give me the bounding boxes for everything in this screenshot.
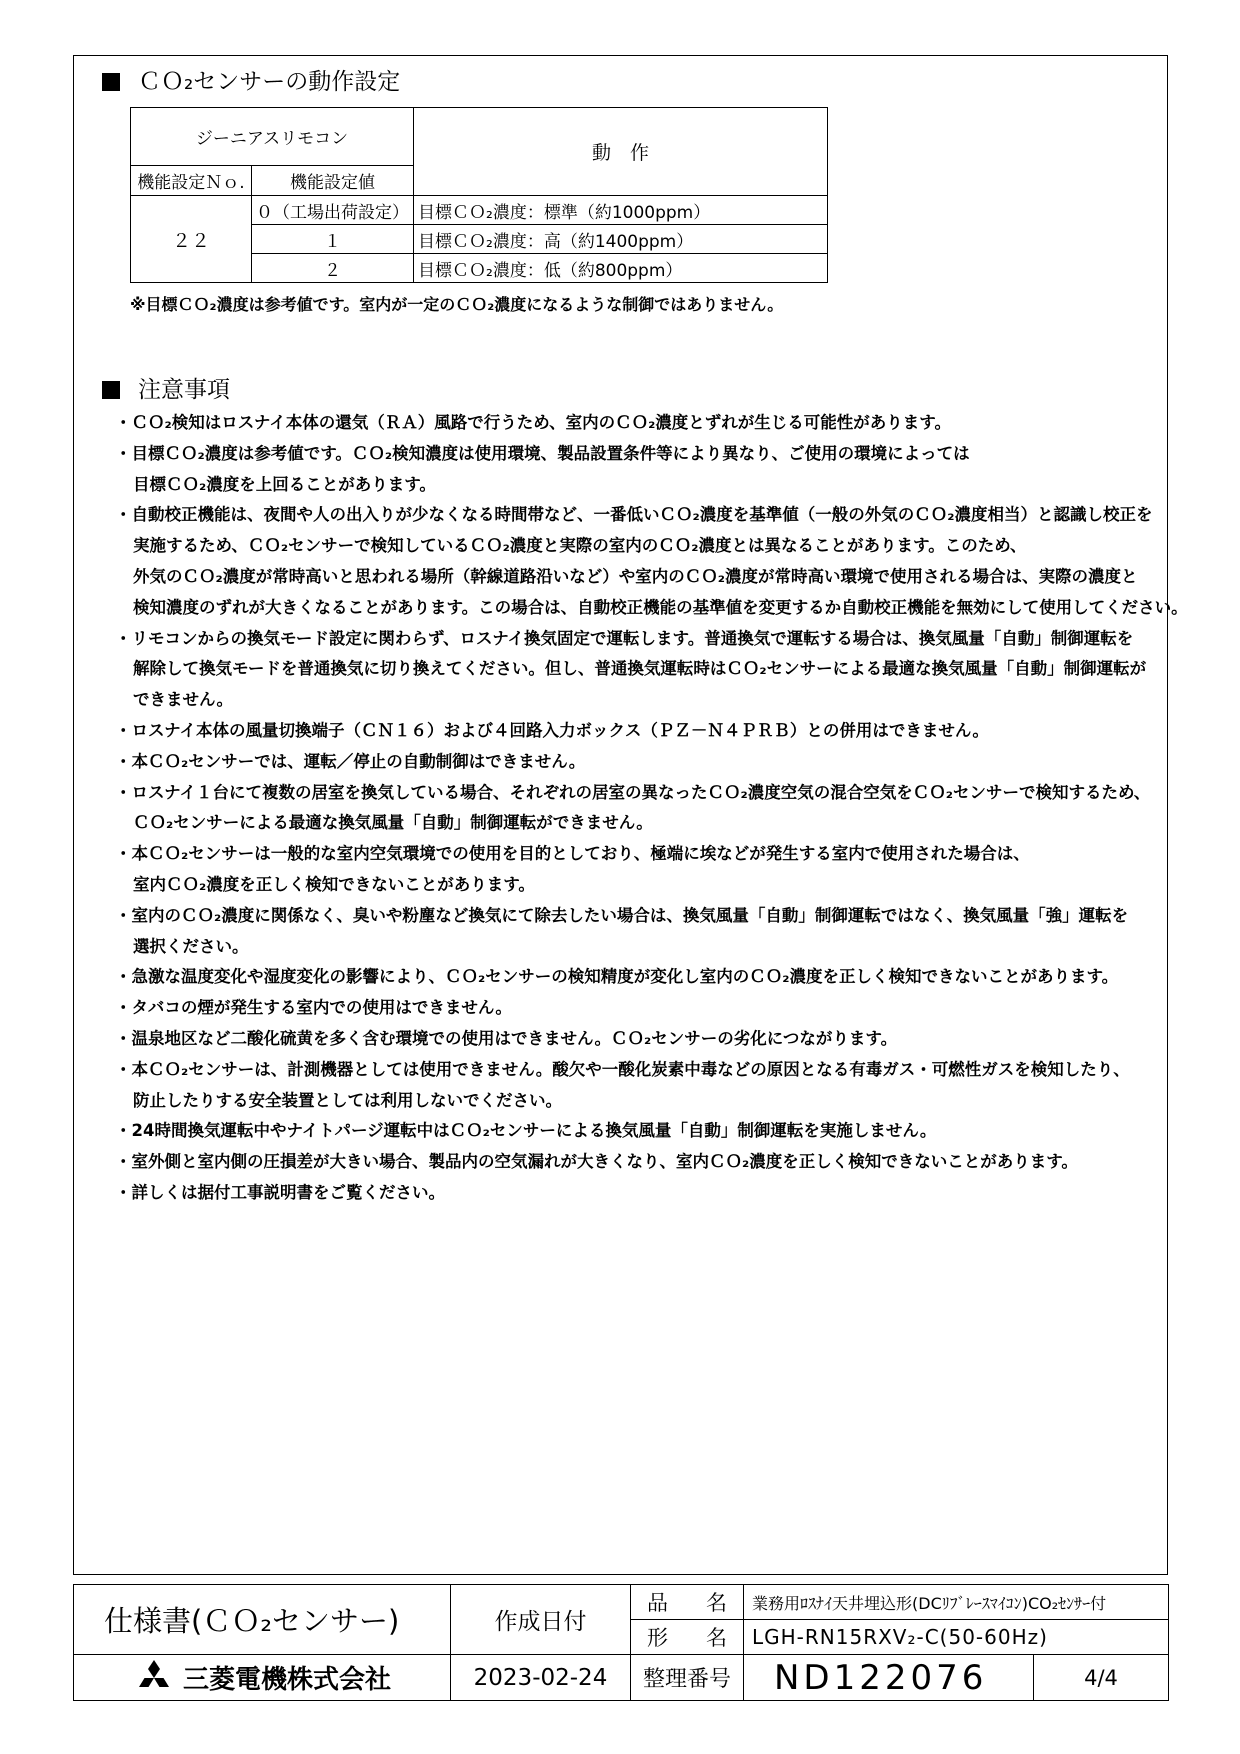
caution-item [115,778,1188,840]
table-header-remote: ジーニアスリモコン [131,108,414,166]
document-number: ND122076 [744,1655,1034,1701]
table-header-function-no: 機能設定Ｎｏ. [131,166,252,196]
model-name: LGH-RN15RXV₂-C(50-60Hz) [744,1620,1169,1655]
caution-line: ・本ＣＯ₂センサーでは、運転／停止の自動制御はできません。 [115,751,586,771]
value-cell: １ [252,225,414,254]
caution-item [115,901,1188,963]
caution-item [115,408,1188,439]
section-co2-settings-title: ＣＯ₂センサーの動作設定 [138,69,401,95]
caution-item [115,1024,1188,1055]
cautions-list [115,408,1188,1209]
product-name-label-2: 名 [706,1591,727,1615]
caution-line: 室内ＣＯ₂濃度を正しく検知できないことがあります。 [133,874,535,894]
caution-line: できません。 [133,690,233,710]
product-name-label-1: 品 [647,1591,668,1615]
caution-line: ・24時間換気運転中やナイトパージ運転中はＣＯ₂センサーによる換気風量「自動」制御運転を実施しません。 [115,1121,937,1141]
caution-line: ・本ＣＯ₂センサーは一般的な室内空気環境での使用を目的としており、極端に埃などが発生する室内で使用された場合は、 [115,844,1030,864]
caution-line: ・自動校正機能は、夜間や人の出入りが少なくなる時間帯など、一番低いＣＯ₂濃度を基準値（一般の外気のＣＯ₂濃度相当）と認識し校正を [115,505,1153,525]
caution-line: ・リモコンからの換気モード設定に関わらず、ロスナイ換気固定で運転します。普通換気で運転する場合は、換気風量「自動」制御運転を [115,628,1134,648]
model-label-1: 形 [647,1626,668,1650]
square-bullet-icon [102,381,120,399]
caution-line: 実施するため、ＣＯ₂センサーで検知しているＣＯ₂濃度と実際の室内のＣＯ₂濃度とは異なることがあります。このため、 [133,536,1027,556]
value-cell: ０（工場出荷設定） [252,196,414,225]
caution-line: ＣＯ₂センサーによる最適な換気風量「自動」制御運転ができません。 [133,813,653,833]
function-no-cell: ２２ [131,196,252,283]
caution-line: ・室外側と室内側の圧損差が大きい場合、製品内の空気漏れが大きくなり、室内ＣＯ₂濃度を正しく検知できないことがあります。 [115,1152,1078,1172]
caution-line: 防止したりする安全装置としては利用しないでください。 [133,1090,562,1110]
square-bullet-icon [102,73,120,91]
document-title: 仕様書(ＣＯ₂センサー) [74,1585,451,1655]
caution-line: ・目標ＣＯ₂濃度は参考値です。ＣＯ₂検知濃度は使用環境、製品設置条件等により異なり、ご使用の環境によっては [115,443,970,463]
target-co2-note: ※目標ＣＯ₂濃度は参考値です。室内が一定のＣＯ₂濃度になるような制御ではありません。 [130,295,784,314]
document-number-label: 整理番号 [631,1655,744,1701]
caution-item [115,1147,1188,1178]
section-cautions-heading [102,376,230,404]
caution-item [115,747,1188,778]
caution-item [115,624,1188,716]
section-cautions-title: 注意事項 [138,377,230,403]
table-header-action: 動 作 [414,108,828,196]
company-cell [74,1655,451,1701]
model-label-cell [631,1620,744,1655]
caution-item [115,993,1188,1024]
caution-line: 外気のＣＯ₂濃度が常時高いと思われる場所（幹線道路沿いなど）や室内のＣＯ₂濃度が常時高い環境で使用される場合は、実際の濃度と [133,566,1138,586]
caution-item [115,839,1188,901]
table-row [131,196,828,225]
value-cell: ２ [252,254,414,283]
company-name: 三菱電機株式会社 [182,1665,391,1695]
action-cell: 目標ＣＯ₂濃度：低（約800ppm） [414,254,828,283]
caution-line: 選択ください。 [133,936,249,956]
caution-line: 検知濃度のずれが大きくなることがあります。この場合は、自動校正機能の基準値を変更するか自動校正機能を無効にして使用してください。 [133,597,1188,617]
product-name: 業務用ﾛｽﾅｲ天井埋込形(DCﾘﾌﾞﾚｰｽﾏｲｺﾝ)CO₂ｾﾝｻｰ付 [744,1585,1169,1620]
caution-item [115,439,1188,501]
created-date-label: 作成日付 [451,1585,631,1655]
caution-item [115,1116,1188,1147]
caution-item [115,500,1188,623]
caution-item [115,1178,1188,1209]
caution-line: 目標ＣＯ₂濃度を上回ることがあります。 [133,474,436,494]
page-number: 4/4 [1034,1655,1169,1701]
mitsubishi-three-diamonds-icon [133,1660,175,1696]
caution-line: ・室内のＣＯ₂濃度に関係なく、臭いや粉塵など換気にて除去したい場合は、換気風量「自動」制御運転ではなく、換気風量「強」運転を [115,905,1129,925]
caution-line: ・ロスナイ１台にて複数の居室を換気している場合、それぞれの居室の異なったＣＯ₂濃度空気の混合空気をＣＯ₂センサーで検知するため、 [115,782,1151,802]
title-block [73,1584,1169,1701]
product-name-label-cell [631,1585,744,1620]
section-co2-settings-heading [102,68,400,96]
caution-item [115,716,1188,747]
action-cell: 目標ＣＯ₂濃度：標準（約1000ppm） [414,196,828,225]
model-label-2: 名 [706,1626,727,1650]
caution-line: ・本ＣＯ₂センサーは、計測機器としては使用できません。酸欠や一酸化炭素中毒などの原因となる有毒ガス・可燃性ガスを検知したり、 [115,1059,1130,1079]
table-header-function-value: 機能設定値 [252,166,414,196]
caution-line: ・ＣＯ₂検知はロスナイ本体の還気（ＲＡ）風路で行うため、室内のＣＯ₂濃度とずれが生じる可能性があります。 [115,413,951,432]
action-cell: 目標ＣＯ₂濃度：高（約1400ppm） [414,225,828,254]
co2-settings-table [130,107,828,283]
caution-item [115,962,1188,993]
caution-line: ・ロスナイ本体の風量切換端子（ＣＮ１６）および４回路入力ボックス（ＰＺ－Ｎ４ＰＲＢ）との併用はできません。 [115,720,989,740]
created-date: 2023-02-24 [451,1655,631,1701]
caution-line: 解除して換気モードを普通換気に切り換えてください。但し、普通換気運転時はＣＯ₂センサーによる最適な換気風量「自動」制御運転が [133,659,1147,679]
caution-line: ・温泉地区など二酸化硫黄を多く含む環境での使用はできません。ＣＯ₂センサーの劣化につながります。 [115,1028,898,1048]
caution-line: ・急激な温度変化や湿度変化の影響により、ＣＯ₂センサーの検知精度が変化し室内のＣＯ₂濃度を正しく検知できないことがあります。 [115,967,1119,987]
caution-line: ・タバコの煙が発生する室内での使用はできません。 [115,998,512,1018]
caution-line: ・詳しくは据付工事説明書をご覧ください。 [115,1182,445,1202]
caution-item [115,1055,1188,1117]
